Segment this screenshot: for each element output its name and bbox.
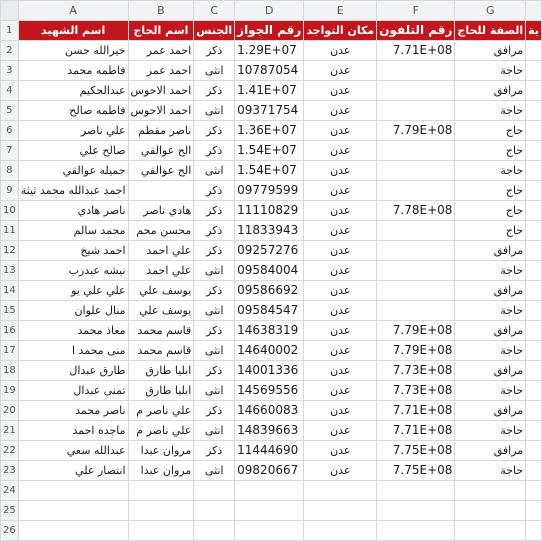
cell-extra[interactable] <box>526 161 542 181</box>
cell-phone-number[interactable] <box>377 221 455 241</box>
cell-pilgrim-name[interactable]: ناصر مقطم <box>128 121 194 141</box>
cell-extra[interactable] <box>526 141 542 161</box>
cell-extra[interactable] <box>526 341 542 361</box>
cell-location[interactable]: عدن <box>304 221 377 241</box>
empty-cell[interactable] <box>194 521 235 541</box>
row-header[interactable]: 25 <box>1 501 19 521</box>
cell-gender[interactable]: انثى <box>194 381 235 401</box>
table-row <box>1 461 542 481</box>
cell-martyr-name[interactable]: خيرالله حسن <box>18 41 128 61</box>
cell-martyr-name[interactable]: منى محمد ا <box>18 341 128 361</box>
header-cell-pilgrim-name[interactable]: اسم الحاج <box>128 21 194 41</box>
cell-location[interactable]: عدن <box>304 81 377 101</box>
row-header[interactable]: 26 <box>1 521 19 541</box>
cell-extra[interactable] <box>526 321 542 341</box>
cell-martyr-name[interactable]: محمد سالم <box>18 221 128 241</box>
empty-cell[interactable] <box>18 521 128 541</box>
row-header[interactable]: 8 <box>1 161 19 181</box>
cell-pilgrim-name[interactable]: يوسف علي <box>128 281 194 301</box>
table-row <box>1 361 542 381</box>
cell-phone-number[interactable]: 7.75E+08 <box>377 461 455 481</box>
cell-phone-number[interactable] <box>377 161 455 181</box>
table-row <box>1 401 542 421</box>
row-header[interactable]: 7 <box>1 141 19 161</box>
cell-gender[interactable]: ذكر <box>194 241 235 261</box>
cell-pilgrim-name[interactable]: قاسم محمد <box>128 321 194 341</box>
cell-location[interactable]: عدن <box>304 201 377 221</box>
cell-passport-number[interactable]: 09779599 <box>235 181 304 201</box>
empty-row <box>1 521 542 541</box>
cell-martyr-name[interactable]: جميله عوالقي <box>18 161 128 181</box>
table-row <box>1 101 542 121</box>
cell-extra[interactable] <box>526 181 542 201</box>
cell-passport-number[interactable]: 14640002 <box>235 341 304 361</box>
cell-pilgrim-role[interactable]: مرافق <box>455 361 526 381</box>
cell-passport-number[interactable]: 14569556 <box>235 381 304 401</box>
table-row <box>1 441 542 461</box>
empty-cell[interactable] <box>304 521 377 541</box>
table-row <box>1 41 542 61</box>
empty-cell[interactable] <box>455 501 526 521</box>
cell-martyr-name[interactable]: معاذ محمد <box>18 321 128 341</box>
table-row <box>1 81 542 101</box>
cell-gender[interactable]: انثى <box>194 61 235 81</box>
cell-pilgrim-name[interactable]: مروان عبدا <box>128 441 194 461</box>
cell-gender[interactable]: ذكر <box>194 141 235 161</box>
cell-location[interactable]: عدن <box>304 101 377 121</box>
row-header[interactable]: 9 <box>1 181 19 201</box>
row-header[interactable]: 12 <box>1 241 19 261</box>
cell-pilgrim-name[interactable]: علي احمد <box>128 261 194 281</box>
row-header[interactable]: 4 <box>1 81 19 101</box>
cell-location[interactable]: عدن <box>304 441 377 461</box>
header-cell-martyr-name[interactable]: اسم الشهيد <box>18 21 128 41</box>
cell-gender[interactable]: ذكر <box>194 321 235 341</box>
cell-location[interactable]: عدن <box>304 421 377 441</box>
cell-location[interactable]: عدن <box>304 461 377 481</box>
cell-extra[interactable] <box>526 301 542 321</box>
table-row <box>1 321 542 341</box>
row-header[interactable]: 23 <box>1 461 19 481</box>
cell-pilgrim-role[interactable]: حاجة <box>455 381 526 401</box>
cell-phone-number[interactable] <box>377 241 455 261</box>
row-header[interactable]: 1 <box>1 21 19 41</box>
row-header[interactable]: 2 <box>1 41 19 61</box>
cell-martyr-name[interactable]: احمد عبدالله محمد ثيثة <box>18 181 128 201</box>
cell-gender[interactable]: انثى <box>194 461 235 481</box>
cell-extra[interactable] <box>526 201 542 221</box>
cell-location[interactable]: عدن <box>304 141 377 161</box>
cell-extra[interactable] <box>526 401 542 421</box>
table-row <box>1 421 542 441</box>
column-header-g[interactable]: G <box>455 1 526 21</box>
header-cell-gender[interactable]: الجنس <box>194 21 235 41</box>
row-header[interactable]: 21 <box>1 421 19 441</box>
empty-cell[interactable] <box>377 481 455 501</box>
table-row <box>1 201 542 221</box>
cell-pilgrim-role[interactable]: حاجة <box>455 261 526 281</box>
cell-passport-number[interactable]: 11110829 <box>235 201 304 221</box>
cell-gender[interactable]: ذكر <box>194 121 235 141</box>
column-header-f[interactable]: F <box>377 1 455 21</box>
cell-gender[interactable]: ذكر <box>194 221 235 241</box>
header-cell-partial[interactable]: ية <box>526 21 542 41</box>
empty-cell[interactable] <box>377 501 455 521</box>
cell-location[interactable]: عدن <box>304 261 377 281</box>
cell-location[interactable]: عدن <box>304 181 377 201</box>
cell-extra[interactable] <box>526 281 542 301</box>
row-header[interactable]: 20 <box>1 401 19 421</box>
cell-phone-number[interactable]: 7.79E+08 <box>377 341 455 361</box>
table-row <box>1 161 542 181</box>
empty-row <box>1 501 542 521</box>
cell-gender[interactable]: انثى <box>194 301 235 321</box>
cell-location[interactable]: عدن <box>304 361 377 381</box>
cell-pilgrim-name[interactable]: ابليا طارق <box>128 361 194 381</box>
column-header-c[interactable]: C <box>194 1 235 21</box>
cell-passport-number[interactable]: 1.36E+07 <box>235 121 304 141</box>
cell-martyr-name[interactable]: ناصر محمد <box>18 401 128 421</box>
cell-extra[interactable] <box>526 101 542 121</box>
cell-martyr-name[interactable]: ناصر هادي <box>18 201 128 221</box>
cell-martyr-name[interactable]: عبدالحكيم <box>18 81 128 101</box>
column-header-row <box>1 1 542 21</box>
empty-cell[interactable] <box>128 501 194 521</box>
cell-passport-number[interactable]: 1.54E+07 <box>235 141 304 161</box>
cell-gender[interactable]: انثى <box>194 161 235 181</box>
row-header[interactable]: 22 <box>1 441 19 461</box>
cell-phone-number[interactable]: 7.79E+08 <box>377 121 455 141</box>
cell-martyr-name[interactable]: منال علوان <box>18 301 128 321</box>
header-cell-passport-number[interactable]: رقم الجواز <box>235 21 304 41</box>
header-cell-pilgrim-role[interactable]: الصفة للحاج <box>455 21 526 41</box>
cell-passport-number[interactable]: 14660083 <box>235 401 304 421</box>
empty-cell[interactable] <box>18 501 128 521</box>
column-header-b[interactable]: B <box>128 1 194 21</box>
cell-phone-number[interactable] <box>377 301 455 321</box>
cell-gender[interactable]: ذكر <box>194 281 235 301</box>
empty-cell[interactable] <box>128 521 194 541</box>
cell-extra[interactable] <box>526 241 542 261</box>
cell-gender[interactable]: ذكر <box>194 181 235 201</box>
row-header[interactable]: 10 <box>1 201 19 221</box>
cell-martyr-name[interactable]: فاطمه صالح <box>18 101 128 121</box>
cell-passport-number[interactable]: 09371754 <box>235 101 304 121</box>
cell-pilgrim-name[interactable]: هادي ناصر <box>128 201 194 221</box>
cell-pilgrim-role[interactable]: حاج <box>455 121 526 141</box>
cell-pilgrim-name[interactable]: احمد الاحوس <box>128 101 194 121</box>
empty-cell[interactable] <box>526 481 542 501</box>
cell-passport-number[interactable]: 11444690 <box>235 441 304 461</box>
cell-extra[interactable] <box>526 361 542 381</box>
empty-cell[interactable] <box>526 521 542 541</box>
cell-phone-number[interactable]: 7.79E+08 <box>377 321 455 341</box>
cell-martyr-name[interactable]: نيشه عبدرب <box>18 261 128 281</box>
cell-phone-number[interactable] <box>377 81 455 101</box>
cell-passport-number[interactable]: 11833943 <box>235 221 304 241</box>
cell-passport-number[interactable]: 09584004 <box>235 261 304 281</box>
cell-gender[interactable]: انثى <box>194 101 235 121</box>
cell-pilgrim-role[interactable]: مرافق <box>455 241 526 261</box>
table-row <box>1 261 542 281</box>
table-row <box>1 121 542 141</box>
select-all-corner[interactable] <box>1 1 19 21</box>
cell-martyr-name[interactable]: تمنى عبدال <box>18 381 128 401</box>
cell-martyr-name[interactable]: فاطمه محمد <box>18 61 128 81</box>
cell-phone-number[interactable]: 7.71E+08 <box>377 401 455 421</box>
cell-pilgrim-role[interactable]: مرافق <box>455 401 526 421</box>
table-row <box>1 341 542 361</box>
table-row <box>1 181 542 201</box>
column-header-a[interactable]: A <box>18 1 128 21</box>
cell-extra[interactable] <box>526 61 542 81</box>
cell-pilgrim-name[interactable]: الح عوالقي <box>128 141 194 161</box>
cell-martyr-name[interactable]: طارق عبدال <box>18 361 128 381</box>
cell-passport-number[interactable]: 14839663 <box>235 421 304 441</box>
table-row <box>1 241 542 261</box>
cell-pilgrim-role[interactable]: مرافق <box>455 441 526 461</box>
row-header[interactable]: 16 <box>1 321 19 341</box>
table-row <box>1 221 542 241</box>
cell-pilgrim-role[interactable]: حاجة <box>455 341 526 361</box>
empty-row <box>1 481 542 501</box>
cell-location[interactable]: عدن <box>304 401 377 421</box>
cell-pilgrim-role[interactable]: مرافق <box>455 281 526 301</box>
cell-location[interactable]: عدن <box>304 301 377 321</box>
table-row <box>1 61 542 81</box>
cell-passport-number[interactable]: 09257276 <box>235 241 304 261</box>
cell-martyr-name[interactable]: علي علي يو <box>18 281 128 301</box>
cell-gender[interactable]: انثى <box>194 261 235 281</box>
cell-passport-number[interactable]: 1.54E+07 <box>235 161 304 181</box>
cell-pilgrim-role[interactable]: حاجة <box>455 301 526 321</box>
cell-location[interactable]: عدن <box>304 121 377 141</box>
empty-cell[interactable] <box>194 501 235 521</box>
cell-phone-number[interactable]: 7.71E+08 <box>377 41 455 61</box>
cell-phone-number[interactable]: 7.78E+08 <box>377 201 455 221</box>
empty-cell[interactable] <box>235 521 304 541</box>
cell-location[interactable]: عدن <box>304 61 377 81</box>
empty-cell[interactable] <box>526 501 542 521</box>
cell-passport-number[interactable]: 09584547 <box>235 301 304 321</box>
cell-phone-number[interactable] <box>377 101 455 121</box>
cell-extra[interactable] <box>526 381 542 401</box>
row-header[interactable]: 13 <box>1 261 19 281</box>
cell-extra[interactable] <box>526 221 542 241</box>
cell-passport-number[interactable]: 1.29E+07 <box>235 41 304 61</box>
cell-passport-number[interactable]: 10787054 <box>235 61 304 81</box>
cell-pilgrim-role[interactable]: حاج <box>455 201 526 221</box>
header-cell-phone-number[interactable]: رقم التلفون <box>377 21 455 41</box>
cell-gender[interactable]: ذكر <box>194 41 235 61</box>
cell-phone-number[interactable]: 7.73E+08 <box>377 381 455 401</box>
cell-pilgrim-role[interactable]: مرافق <box>455 41 526 61</box>
cell-gender[interactable]: ذكر <box>194 401 235 421</box>
cell-pilgrim-role[interactable]: حاج <box>455 221 526 241</box>
row-header[interactable]: 11 <box>1 221 19 241</box>
empty-cell[interactable] <box>18 481 128 501</box>
cell-extra[interactable] <box>526 461 542 481</box>
empty-cell[interactable] <box>304 481 377 501</box>
cell-location[interactable]: عدن <box>304 341 377 361</box>
table-row <box>1 381 542 401</box>
cell-pilgrim-role[interactable]: حاجة <box>455 161 526 181</box>
table-header-row <box>1 21 542 41</box>
cell-pilgrim-role[interactable]: حاجة <box>455 421 526 441</box>
row-header[interactable]: 5 <box>1 101 19 121</box>
cell-extra[interactable] <box>526 121 542 141</box>
cell-passport-number[interactable]: 09586692 <box>235 281 304 301</box>
cell-phone-number[interactable] <box>377 281 455 301</box>
table-row <box>1 141 542 161</box>
row-header[interactable]: 14 <box>1 281 19 301</box>
cell-pilgrim-name[interactable]: احمد عمر <box>128 61 194 81</box>
cell-phone-number[interactable] <box>377 261 455 281</box>
cell-location[interactable]: عدن <box>304 321 377 341</box>
row-header[interactable]: 15 <box>1 301 19 321</box>
cell-pilgrim-name[interactable]: الح عوالقي <box>128 161 194 181</box>
cell-phone-number[interactable] <box>377 61 455 81</box>
cell-location[interactable]: عدن <box>304 241 377 261</box>
cell-extra[interactable] <box>526 261 542 281</box>
cell-pilgrim-role[interactable]: حاجة <box>455 461 526 481</box>
cell-phone-number[interactable]: 7.71E+08 <box>377 421 455 441</box>
cell-martyr-name[interactable]: ماجده احمد <box>18 421 128 441</box>
cell-pilgrim-name[interactable]: احمد عمر <box>128 41 194 61</box>
cell-pilgrim-role[interactable]: حاج <box>455 181 526 201</box>
empty-cell[interactable] <box>235 501 304 521</box>
cell-gender[interactable]: ذكر <box>194 81 235 101</box>
cell-passport-number[interactable]: 14638319 <box>235 321 304 341</box>
empty-cell[interactable] <box>235 481 304 501</box>
column-header-d[interactable]: D <box>235 1 304 21</box>
empty-cell[interactable] <box>455 521 526 541</box>
row-header[interactable]: 19 <box>1 381 19 401</box>
cell-martyr-name[interactable]: احمد شيخ <box>18 241 128 261</box>
cell-gender[interactable]: ذكر <box>194 441 235 461</box>
row-header[interactable]: 18 <box>1 361 19 381</box>
cell-martyr-name[interactable]: انتصار علي <box>18 461 128 481</box>
cell-pilgrim-role[interactable]: مرافق <box>455 81 526 101</box>
cell-gender[interactable]: ذكر <box>194 361 235 381</box>
cell-martyr-name[interactable]: عبدالله سعي <box>18 441 128 461</box>
cell-location[interactable]: عدن <box>304 281 377 301</box>
cell-gender[interactable]: انثى <box>194 421 235 441</box>
cell-pilgrim-name[interactable]: قاسم محمد <box>128 341 194 361</box>
cell-passport-number[interactable]: 1.41E+07 <box>235 81 304 101</box>
row-header[interactable]: 3 <box>1 61 19 81</box>
cell-pilgrim-name[interactable]: علي ناصر م <box>128 401 194 421</box>
cell-pilgrim-role[interactable]: حاج <box>455 141 526 161</box>
table-row <box>1 281 542 301</box>
cell-phone-number[interactable]: 7.75E+08 <box>377 441 455 461</box>
column-header-e[interactable]: E <box>304 1 377 21</box>
cell-pilgrim-name[interactable]: علي ناصر م <box>128 421 194 441</box>
cell-martyr-name[interactable]: علي ناصر <box>18 121 128 141</box>
cell-phone-number[interactable] <box>377 141 455 161</box>
cell-location[interactable]: عدن <box>304 381 377 401</box>
column-header-h[interactable] <box>526 1 542 21</box>
cell-pilgrim-name[interactable]: علي احمد <box>128 241 194 261</box>
cell-martyr-name[interactable]: صالح علي <box>18 141 128 161</box>
cell-pilgrim-name[interactable] <box>128 181 194 201</box>
row-header[interactable]: 17 <box>1 341 19 361</box>
cell-extra[interactable] <box>526 41 542 61</box>
row-header[interactable]: 24 <box>1 481 19 501</box>
cell-pilgrim-role[interactable]: حاجة <box>455 61 526 81</box>
cell-gender[interactable]: ذكر <box>194 201 235 221</box>
cell-passport-number[interactable]: 09820667 <box>235 461 304 481</box>
cell-pilgrim-name[interactable]: مروان عبدا <box>128 461 194 481</box>
empty-cell[interactable] <box>304 501 377 521</box>
cell-extra[interactable] <box>526 441 542 461</box>
empty-cell[interactable] <box>194 481 235 501</box>
empty-cell[interactable] <box>455 481 526 501</box>
cell-passport-number[interactable]: 14001336 <box>235 361 304 381</box>
cell-gender[interactable]: انثى <box>194 341 235 361</box>
cell-extra[interactable] <box>526 421 542 441</box>
row-header[interactable]: 6 <box>1 121 19 141</box>
header-cell-location[interactable]: مكان التواجد <box>304 21 377 41</box>
cell-extra[interactable] <box>526 81 542 101</box>
empty-cell[interactable] <box>377 521 455 541</box>
table-row <box>1 301 542 321</box>
cell-phone-number[interactable] <box>377 181 455 201</box>
cell-pilgrim-name[interactable]: احمد الاحوس <box>128 81 194 101</box>
cell-location[interactable]: عدن <box>304 161 377 181</box>
cell-pilgrim-role[interactable]: مرافق <box>455 321 526 341</box>
cell-pilgrim-name[interactable]: ابليا طارق <box>128 381 194 401</box>
empty-cell[interactable] <box>128 481 194 501</box>
cell-location[interactable]: عدن <box>304 41 377 61</box>
cell-pilgrim-name[interactable]: محسن محم <box>128 221 194 241</box>
cell-phone-number[interactable]: 7.73E+08 <box>377 361 455 381</box>
cell-pilgrim-name[interactable]: يوسف علي <box>128 301 194 321</box>
cell-pilgrim-role[interactable]: حاجة <box>455 101 526 121</box>
